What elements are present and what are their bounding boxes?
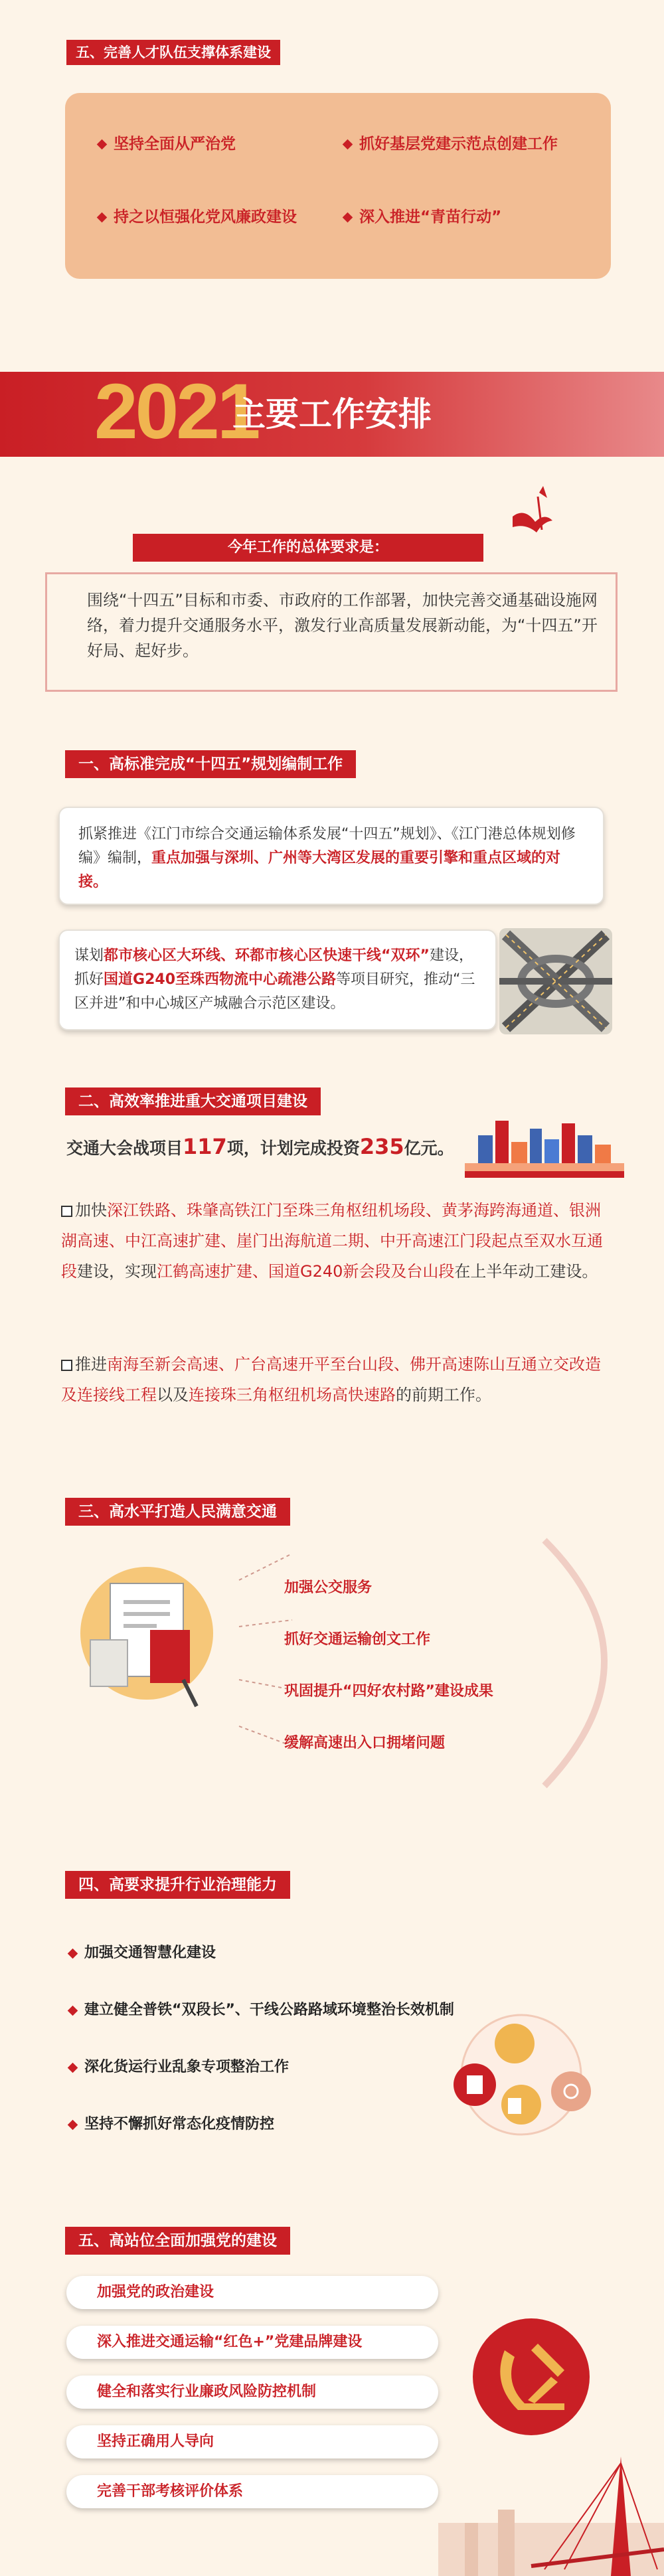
governance-item: 建立健全普铁“双段长”、干线公路路域环境整治长效机制 [69, 1998, 454, 2019]
service-item: 巩固提升“四好农村路”建设成果 [284, 1683, 493, 1700]
diamond-bullet-icon [97, 139, 108, 150]
overall-box: 围绕“十四五”目标和市委、市政府的工作部署，加快完善交通基础设施网络，着力提升交通服务水平，激发行业高质量发展新动能，为“十四五”开好局、起好步。 [45, 572, 618, 692]
section-title-2: 二、高效率推进重大交通项目建设 [65, 1087, 321, 1115]
party-flag-icon [505, 483, 558, 547]
talent-panel [65, 93, 611, 279]
party-item: 健全和落实行业廉政风险防控机制 [66, 2375, 438, 2409]
project-summary: 交通大会战项目117项，计划完成投资235亿元。 [66, 1134, 454, 1159]
banner-title: 主要工作安排 [232, 395, 432, 434]
diamond-bullet-icon [68, 2119, 78, 2130]
talent-item: 深入推进“青苗行动” [344, 204, 501, 226]
party-item: 加强党的政治建设 [66, 2276, 438, 2309]
overall-label: 今年工作的总体要求是： [133, 534, 483, 562]
governance-item: 坚持不懈抓好常态化疫情防控 [69, 2113, 274, 2133]
project-paragraph-2: 推进南海至新会高速、广台高速开平至台山段、佛开高速陈山互通立交改造及连接线工程以及连接珠三角枢纽机场高快速路的前期工作。 [61, 1355, 601, 1404]
service-item: 加强公交服务 [284, 1579, 373, 1596]
governance-item: 加强交通智慧化建设 [69, 1941, 216, 1962]
talent-item: 坚持全面从严治党 [98, 131, 236, 153]
bridge-skyline-graphic [438, 2443, 664, 2576]
talent-item: 持之以恒强化党风廉政建设 [98, 204, 297, 226]
plan-card-2: 谋划都市核心区大环线、环都市核心区快速干线“双环”建设，抓好国道G240至珠西物流中心疏港公路等项目研究，推动“三区并进”和中心城区产城融合示范区建设。 [58, 929, 497, 1030]
service-item: 缓解高速出入口拥堵问题 [284, 1735, 446, 1751]
governance-icons-cluster [435, 2012, 608, 2138]
diamond-bullet-icon [97, 212, 108, 223]
diamond-bullet-icon [68, 2005, 78, 2016]
party-emblem-icon [465, 2304, 598, 2450]
plan-card-1: 抓紧推进《江门市综合交通运输体系发展“十四五”规划》、《江门港总体规划修编》编制，重点加强与深圳、广州等大湾区发展的重要引擎和重点区域的对接。 [58, 807, 604, 905]
section-title-1: 一、高标准完成“十四五”规划编制工作 [65, 750, 356, 778]
section-title-talent: 五、完善人才队伍支撑体系建设 [66, 40, 280, 65]
square-bullet-icon [61, 1360, 72, 1371]
service-item: 抓好交通运输创文工作 [284, 1631, 431, 1648]
banner-year: 2021 [94, 368, 258, 455]
city-skyline-icon [465, 1109, 624, 1178]
diamond-bullet-icon [343, 212, 353, 223]
highway-interchange-icon [499, 928, 612, 1034]
diamond-bullet-icon [68, 2062, 78, 2073]
party-item: 完善干部考核评价体系 [66, 2475, 438, 2508]
square-bullet-icon [61, 1206, 72, 1217]
project-paragraph-1: 加快深江铁路、珠肇高铁江门至珠三角枢纽机场段、黄茅海跨海通道、银洲湖高速、中江高速扩建、崖门出海航道二期、中开高速江门段起点至双水互通段建设，实现江鹤高速扩建、国道G240新会段及台山段在上半年动工建设。 [61, 1201, 603, 1281]
section-title-4: 四、高要求提升行业治理能力 [65, 1871, 290, 1899]
section-title-3: 三、高水平打造人民满意交通 [65, 1498, 290, 1526]
diamond-bullet-icon [343, 139, 353, 150]
party-item: 深入推进交通运输“红色+”党建品牌建设 [66, 2326, 438, 2359]
talent-item: 抓好基层党建示范点创建工作 [344, 131, 558, 153]
governance-item: 深化货运行业乱象专项整治工作 [69, 2055, 289, 2076]
dashed-arc [199, 1527, 657, 1793]
diamond-bullet-icon [68, 1948, 78, 1959]
party-item: 坚持正确用人导向 [66, 2425, 438, 2458]
section-title-5: 五、高站位全面加强党的建设 [65, 2227, 290, 2255]
